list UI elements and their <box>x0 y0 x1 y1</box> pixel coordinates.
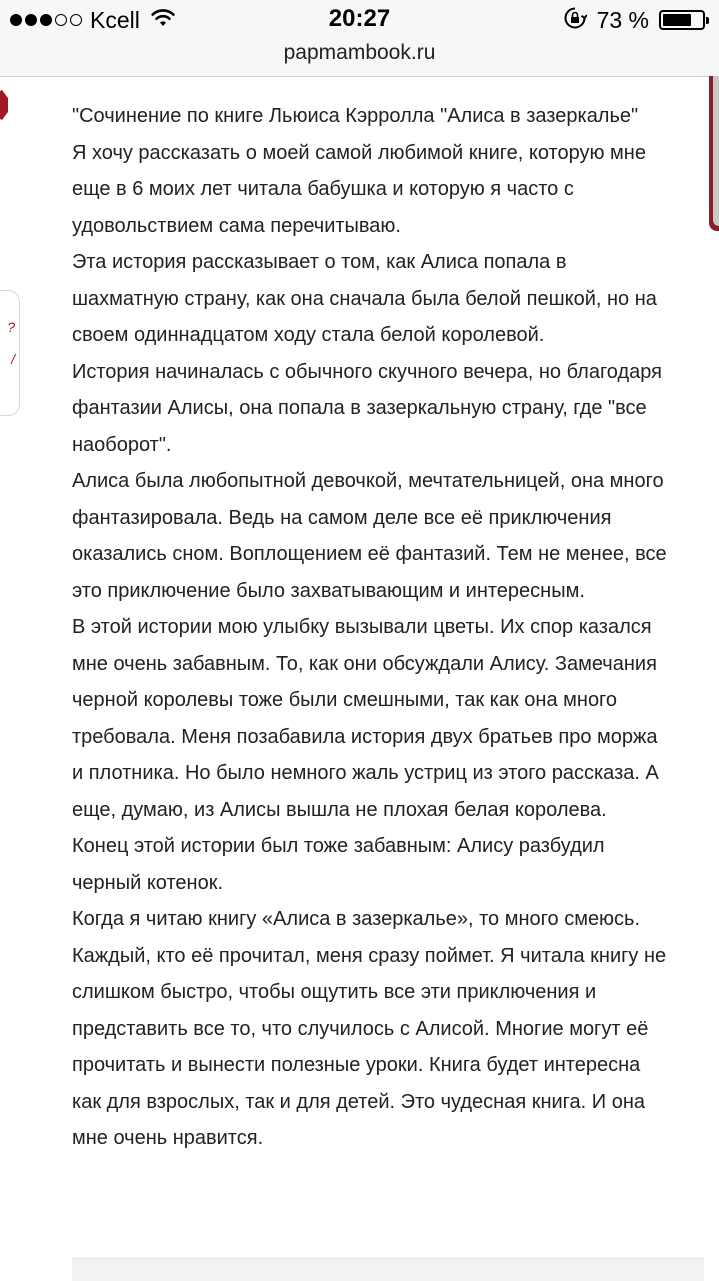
left-side-card[interactable] <box>0 290 20 416</box>
battery-fill <box>663 14 691 26</box>
left-card-mark-icon: ? <box>7 319 15 335</box>
article-body <box>72 98 672 1157</box>
browser-address-bar[interactable] <box>0 40 719 77</box>
article-paragraph: Я хочу рассказать о моей самой любимой книге, которую мне еще в 6 моих лет читала бабушка и которую я часто с удовольствием сама перечитываю. <box>72 141 646 237</box>
battery-percentage: 73 % <box>596 6 649 33</box>
article-paragraph: Эта история рассказывает о том, как Алиса попала в шахматную страну, как она сначала была белой пешкой, но на своем одиннадцатом ходу стала белой королевой. <box>72 251 657 346</box>
carrier-name: Kcell <box>90 6 140 33</box>
url-text[interactable]: papmambook.ru <box>283 41 436 64</box>
left-card-mark2-icon: / <box>11 351 15 367</box>
article-paragraph: В этой истории мою улыбку вызывали цветы. Их спор казался мне очень забавным. То, как они обсуждали Алису. Замечания черной королевы тоже были смешными, так как она много требовала. Меня позабавила история двух братьев про моржа и плотника. Но было немного жаль устриц из этого рассказа. А еще, думаю, из Алисы вышла не плохая белая королева. <box>72 616 659 821</box>
article-paragraph: Алиса была любопытной девочкой, мечтательницей, она много фантазировала. Ведь на самом деле все её приключения оказались сном. Воплощением её фантазий. Тем не менее, все это приключение было захватывающим и интересным. <box>72 470 667 602</box>
left-red-ornament-icon <box>0 90 12 120</box>
article-paragraph: Конец этой истории был тоже забавным: Алису разбудил черный котенок. <box>72 835 605 894</box>
article-paragraph: Когда я читаю книгу «Алиса в зазеркалье», то много смеюсь. Каждый, кто её прочитал, меня сразу поймет. Я читала книгу не слишком быстро, чтобы ощутить все эти приключения и представить все то, что случилось с Алисой. Многие могут её прочитать и вынести полезные уроки. Книга будет интересна как для взрослых, так и для детей. Это чудесная книга. И она мне очень нравится. <box>72 908 667 1149</box>
article-paragraph: История начиналась с обычного скучного вечера, но благодаря фантазии Алисы, она попала в зазеркальную страну, где "все наоборот". <box>72 360 662 456</box>
status-bar <box>0 0 719 40</box>
status-right <box>563 6 705 34</box>
orientation-lock-icon <box>563 6 587 35</box>
status-time: 20:27 <box>328 5 391 32</box>
right-side-card[interactable] <box>709 76 719 231</box>
right-card-image <box>713 76 719 226</box>
next-content-block <box>72 1258 704 1281</box>
battery-icon <box>659 10 705 30</box>
article-title: "Сочинение по книге Льюиса Кэрролла "Алиса в зазеркалье" <box>72 105 639 127</box>
